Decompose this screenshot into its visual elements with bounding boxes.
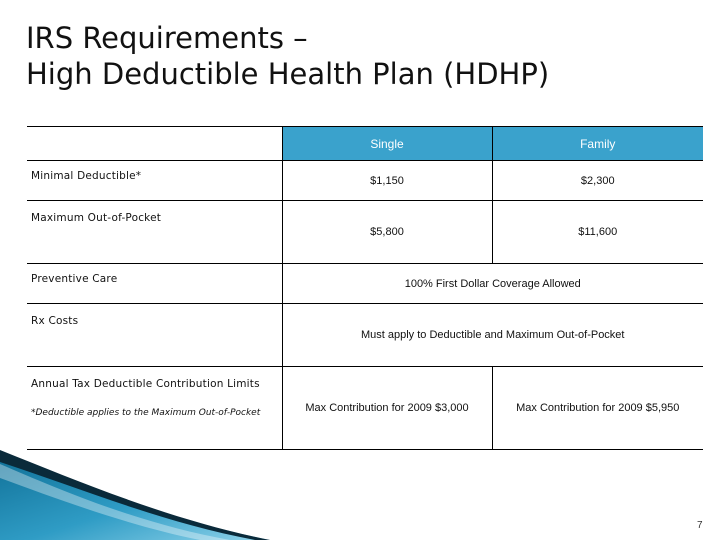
table-row: [27, 201, 703, 264]
row-label-preventive-care: Preventive Care: [27, 264, 282, 304]
row-label-max-out-of-pocket: Maximum Out-of-Pocket: [27, 201, 282, 264]
cell-family: $11,600: [492, 201, 703, 264]
table-row: [27, 264, 703, 304]
table-header-row: [27, 127, 703, 161]
row-label-contribution-limits: Annual Tax Deductible Contribution Limits: [27, 367, 282, 450]
table-row: [27, 304, 703, 367]
row-label-minimal-deductible: Minimal Deductible*: [27, 161, 282, 201]
slide-title: [26, 20, 549, 92]
page-number: 7: [697, 520, 703, 531]
cell-single: $5,800: [282, 201, 492, 264]
header-family: Family: [492, 127, 703, 161]
header-blank-cell: [27, 127, 282, 161]
swoosh-band: [0, 452, 270, 540]
title-line-2: High Deductible Health Plan (HDHP): [26, 57, 550, 91]
cell-family: Max Contribution for 2009 $5,950: [492, 367, 703, 450]
footnote: *Deductible applies to the Maximum Out-of-Pocket: [31, 408, 261, 418]
table-row: [27, 161, 703, 201]
row-label-rx-costs: Rx Costs: [27, 304, 282, 367]
requirements-table: [27, 126, 703, 450]
header-single: Single: [282, 127, 492, 161]
cell-combined: Must apply to Deductible and Maximum Out-of-Pocket: [282, 304, 703, 367]
title-line-1: IRS Requirements –: [26, 21, 308, 55]
cell-single: Max Contribution for 2009 $3,000: [282, 367, 492, 450]
decorative-swoosh: [0, 440, 300, 540]
cell-combined: 100% First Dollar Coverage Allowed: [282, 264, 703, 304]
cell-single: $1,150: [282, 161, 492, 201]
cell-family: $2,300: [492, 161, 703, 201]
